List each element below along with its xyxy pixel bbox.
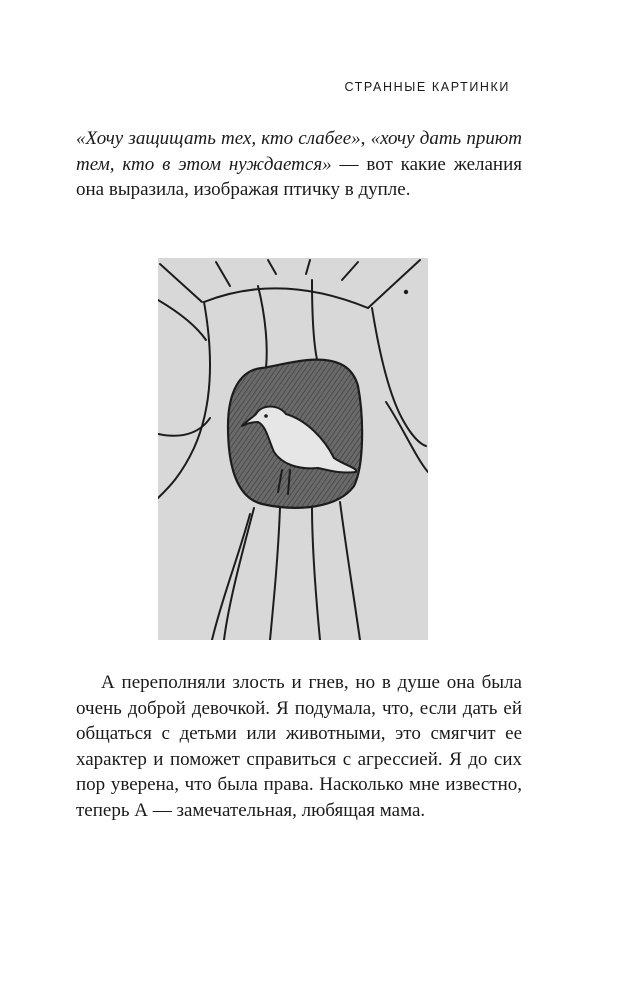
body-paragraph-text: А переполняли злость и гнев, но в душе она была очень доброй девочкой. Я подумала, что, если дать ей общаться с детьми или животными, это смягчит ее характер и поможет справиться с агрессией. Я до сих пор уверена, что была права. Насколько мне известно, теперь А — замечательная, любящая мама. — [76, 672, 522, 821]
quote-two: «хочу дать приют тем, кто в этом нуждается» — [76, 128, 522, 175]
intro-rest: — вот какие желания она выразила, изображая птичку в дупле. — [76, 153, 522, 200]
running-head: СТРАННЫЕ КАРТИНКИ — [344, 80, 510, 94]
drawing-canvas — [158, 258, 428, 640]
intro-paragraph — [76, 126, 522, 203]
ink-dot — [404, 290, 408, 294]
body-paragraph — [76, 670, 522, 823]
quote-one: «Хочу защищать тех, кто слабее» — [76, 128, 361, 149]
bird-in-hollow-illustration — [158, 258, 428, 640]
quote-separator: , — [360, 128, 371, 149]
